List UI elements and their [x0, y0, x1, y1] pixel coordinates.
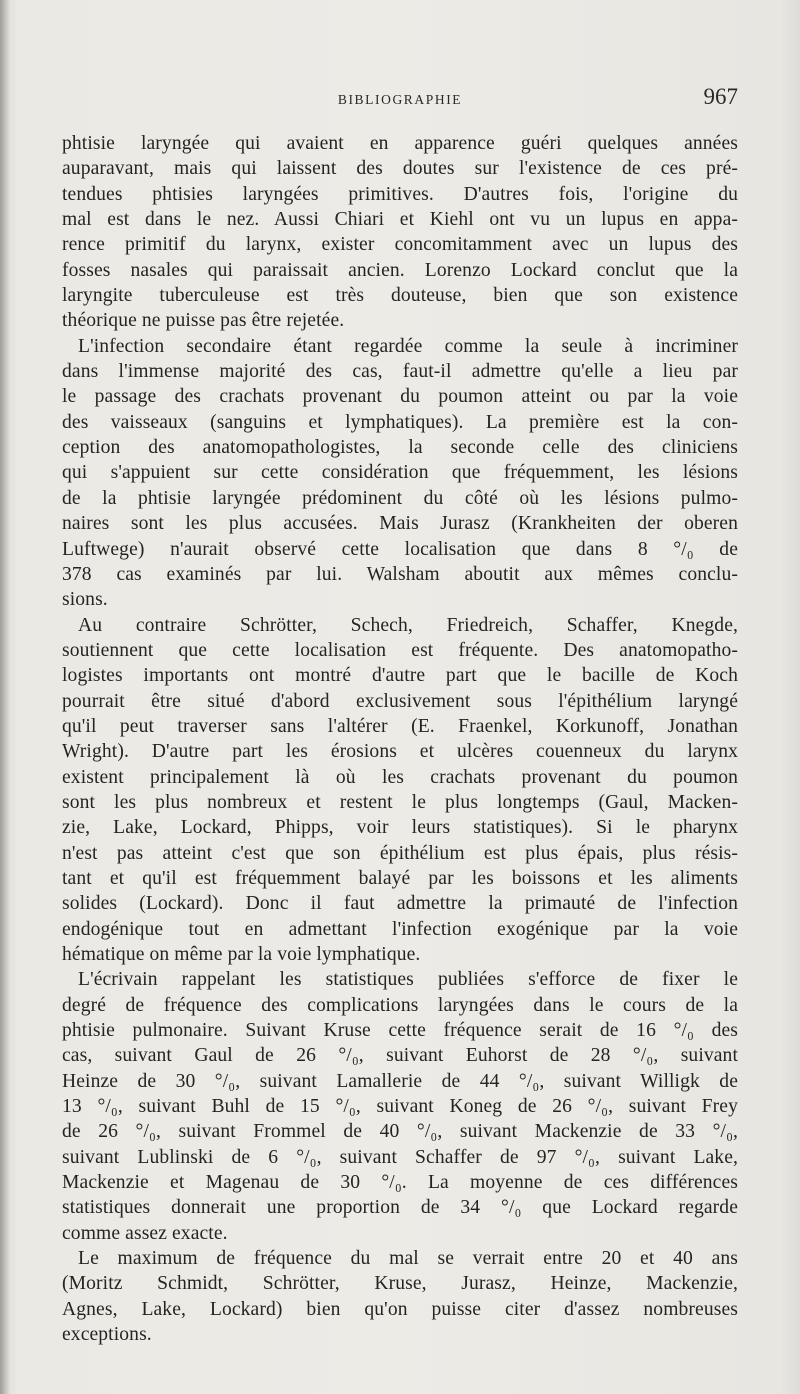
body-text: [62, 131, 738, 1348]
text-line: Mackenzie et Magenau de 30 °/₀. La moyenne de ces différences: [62, 1172, 738, 1194]
text-line: laryngite tuberculeuse est très douteuse, bien que son existence: [62, 285, 738, 307]
text-line: hématique on même par la voie lymphatique.: [62, 944, 421, 965]
text-line: fosses nasales qui paraissait ancien. Lorenzo Lockard conclut que la: [62, 259, 738, 281]
text-line: tant et qu'il est fréquemment balayé par les boissons et les aliments: [62, 867, 738, 889]
text-line: suivant Lublinski de 6 °/₀, suivant Schaffer de 97 °/₀, suivant Lake,: [62, 1146, 738, 1168]
text-line: Luftwege) n'aurait observé cette localisation que dans 8 °/₀ de: [62, 538, 738, 560]
text-line: cas, suivant Gaul de 26 °/₀, suivant Euhorst de 28 °/₀, suivant: [62, 1045, 738, 1067]
page-binding-shadow: [0, 0, 10, 1394]
text-line: n'est pas atteint c'est que son épithélium est plus épais, plus résis-: [62, 842, 738, 864]
text-line: soutiennent que cette localisation est fréquente. Des anatomopatho-: [62, 639, 738, 661]
text-line: existent principalement là où les crachats provenant du poumon: [62, 766, 738, 788]
text-line: ception des anatomopathologistes, la seconde celle des cliniciens: [62, 437, 738, 459]
text-line: endogénique tout en admettant l'infection exogénique par la voie: [62, 918, 738, 940]
text-line: de 26 °/₀, suivant Frommel de 40 °/₀, suivant Mackenzie de 33 °/₀,: [62, 1121, 738, 1143]
text-line: qu'il peut traverser sans l'altérer (E. Fraenkel, Korkunoff, Jonathan: [62, 715, 738, 737]
text-line: L'infection secondaire étant regardée comme la seule à incriminer: [78, 335, 738, 357]
text-line: mal est dans le nez. Aussi Chiari et Kiehl ont vu un lupus en appa-: [62, 209, 738, 231]
text-line: théorique ne puisse pas être rejetée.: [62, 310, 345, 332]
text-line: degré de fréquence des complications laryngées dans le cours de la: [62, 994, 738, 1016]
text-line: zie, Lake, Lockard, Phipps, voir leurs statistiques). Si le pharynx: [62, 817, 738, 839]
text-line: de la phtisie laryngée prédominent du côté où les lésions pulmo-: [62, 487, 738, 509]
text-line: sont les plus nombreux et restent le plus longtemps (Gaul, Macken-: [62, 791, 738, 813]
page-number: 967: [703, 84, 738, 109]
text-line: dans l'immense majorité des cas, faut-il admettre qu'elle a lieu par: [62, 361, 738, 383]
header-title: BIBLIOGRAPHIE: [337, 92, 463, 107]
text-line: Le maximum de fréquence du mal se verrait entre 20 et 40 ans: [78, 1248, 738, 1270]
running-header: [62, 82, 738, 118]
text-line: phtisie laryngée qui avaient en apparence guéri quelques années: [62, 133, 738, 154]
text-line: L'écrivain rappelant les statistiques publiées s'efforce de fixer le: [78, 969, 738, 991]
text-line: rence primitif du larynx, exister concomitamment avec un lupus des: [62, 234, 738, 256]
text-line: (Moritz Schmidt, Schrötter, Kruse, Jurasz, Heinze, Mackenzie,: [62, 1273, 738, 1295]
text-line: pourrait être situé d'abord exclusivement sous l'épithélium laryngé: [62, 690, 738, 712]
text-line: auparavant, mais qui laissent des doutes sur l'existence de ces pré-: [62, 158, 738, 180]
text-line: Au contraire Schrötter, Schech, Friedreich, Schaffer, Knegde,: [78, 614, 738, 636]
text-line: naires sont les plus accusées. Mais Jurasz (Krankheiten der oberen: [62, 513, 738, 535]
text-line: comme assez exacte.: [62, 1222, 228, 1244]
text-line: des vaisseaux (sanguins et lymphatiques). La première est la con-: [62, 411, 738, 433]
text-line: 378 cas examinés par lui. Walsham aboutit aux mêmes conclu-: [62, 563, 738, 585]
text-line: 13 °/₀, suivant Buhl de 15 °/₀, suivant Koneg de 26 °/₀, suivant Frey: [62, 1096, 738, 1118]
text-line: logistes importants ont montré d'autre part que le bacille de Koch: [62, 665, 738, 687]
text-line: Agnes, Lake, Lockard) bien qu'on puisse citer d'assez nombreuses: [62, 1298, 738, 1320]
text-line: Wright). D'autre part les érosions et ulcères couenneux du larynx: [62, 741, 738, 763]
text-line: exceptions.: [62, 1324, 152, 1346]
text-line: phtisie pulmonaire. Suivant Kruse cette fréquence serait de 16 °/₀ des: [62, 1020, 738, 1042]
text-line: tendues phtisies laryngées primitives. D'autres fois, l'origine du: [62, 183, 738, 205]
text-line: le passage des crachats provenant du poumon atteint ou par la voie: [62, 386, 738, 408]
text-line: qui s'appuient sur cette considération que fréquemment, les lésions: [62, 462, 738, 484]
text-line: sions.: [62, 589, 108, 611]
text-line: solides (Lockard). Donc il faut admettre la primauté de l'infection: [62, 893, 738, 915]
text-line: Heinze de 30 °/₀, suivant Lamallerie de 44 °/₀, suivant Willigk de: [62, 1070, 738, 1092]
text-line: statistiques donnerait une proportion de 34 °/₀ que Lockard regarde: [62, 1197, 738, 1219]
